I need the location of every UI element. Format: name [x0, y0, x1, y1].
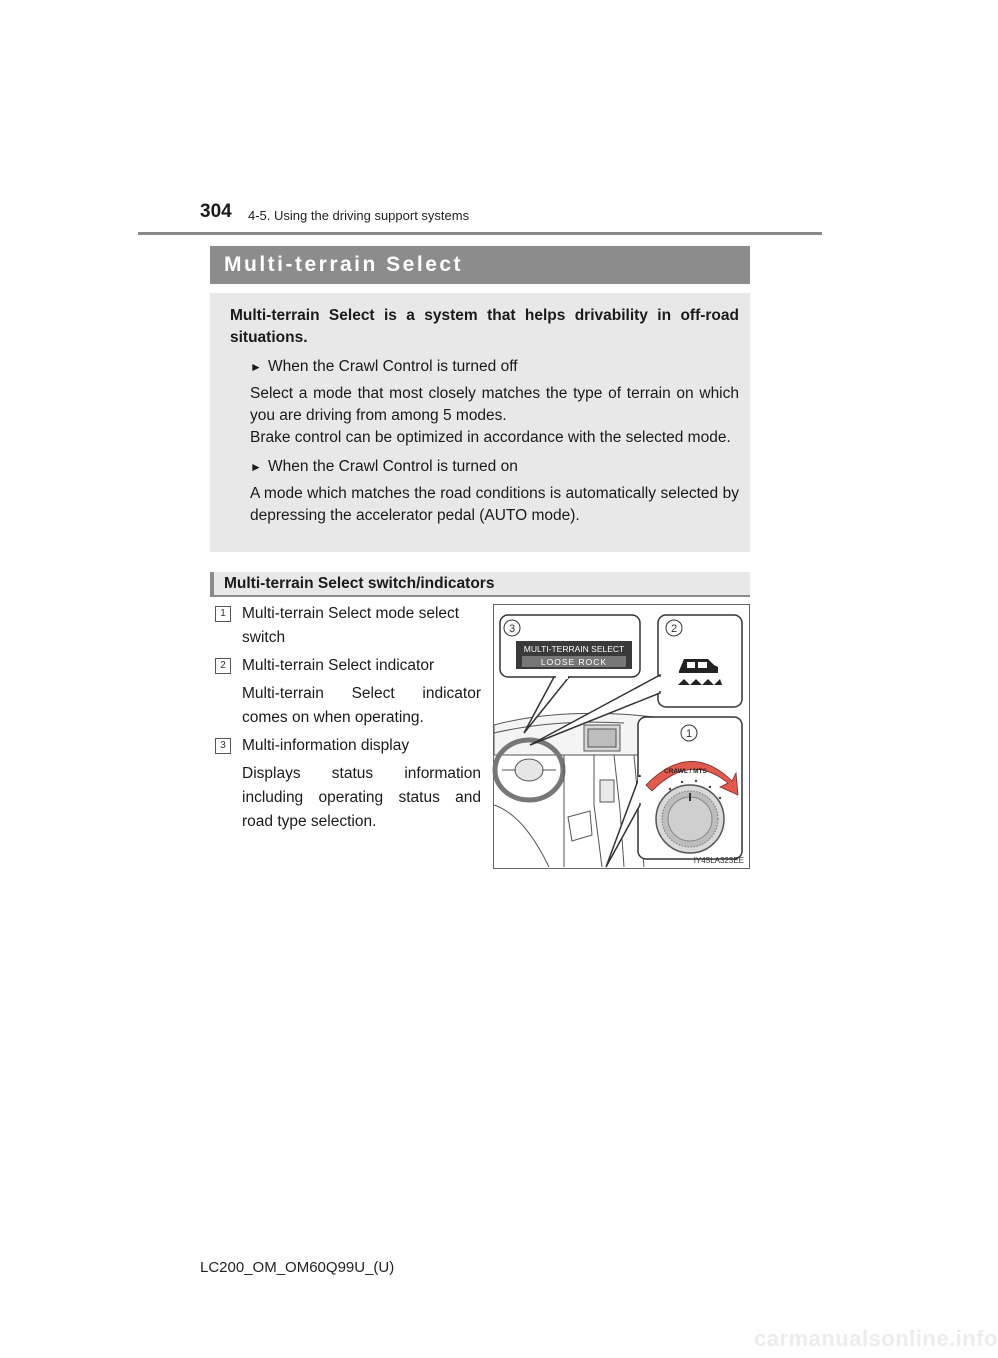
para-select-mode: Select a mode that most closely matches the type of terrain on which you are driving from among 5 modes. [250, 385, 739, 424]
bullet-crawl-off [250, 356, 739, 378]
display-line-1: MULTI-TERRAIN SELECT [523, 644, 625, 654]
dial-label: CRAWL / MTS [664, 768, 707, 775]
display-line-2: LOOSE ROCK [540, 657, 608, 667]
callout-desc: Multi-terrain Select indicator comes on when operating. [242, 685, 481, 726]
figure-code: IY45LA323EE [693, 856, 744, 865]
para-brake-control: Brake control can be optimized in accordance with the selected mode. [250, 429, 731, 446]
figure-illustration [493, 604, 750, 869]
callout-desc: Displays status information including operating status and road type selection. [242, 765, 481, 830]
intro-lead: Multi-terrain Select is a system that helps drivability in off-road situations. [230, 307, 739, 346]
running-header: 4-5. Using the driving support systems [248, 208, 470, 223]
bullet-crawl-off-text: When the Crawl Control is turned off [268, 358, 518, 375]
callout-title: Multi-terrain Select indicator [242, 657, 435, 674]
header-rule [138, 232, 822, 235]
cockpit-illustration [494, 605, 749, 868]
intro-box [210, 293, 750, 552]
callout-list [215, 602, 481, 834]
callout-item-1 [215, 602, 481, 650]
watermark: carmanualsonline.info [754, 1326, 998, 1351]
callout-number: 1 [215, 606, 231, 622]
figure-label-1: 1 [685, 728, 693, 740]
bullet-crawl-on [250, 456, 739, 478]
callout-number: 3 [215, 738, 231, 754]
callout-title: Multi-terrain Select mode select switch [242, 605, 460, 646]
dashboard-sketch [494, 713, 654, 867]
figure-label-3: 3 [508, 623, 516, 635]
callout-title: Multi-information display [242, 737, 410, 754]
para-auto-mode: A mode which matches the road conditions is automatically selected by depressing the accelerator pedal (AUTO mode). [250, 485, 739, 524]
footer-code: LC200_OM_OM60Q99U_(U) [200, 1259, 395, 1276]
triangle-bullet-icon: ► [250, 360, 262, 374]
mode-select-dial [656, 785, 724, 853]
triangle-bullet-icon: ► [250, 460, 262, 474]
callout-number: 2 [215, 658, 231, 674]
subsection-header: Multi-terrain Select switch/indicators [210, 572, 750, 597]
callout-item-3 [215, 734, 481, 834]
bullet-crawl-on-text: When the Crawl Control is turned on [268, 458, 518, 475]
section-title: Multi-terrain Select [210, 246, 750, 284]
callout-item-2 [215, 654, 481, 730]
page-number: 304 [200, 201, 232, 222]
figure-label-2: 2 [670, 623, 678, 635]
